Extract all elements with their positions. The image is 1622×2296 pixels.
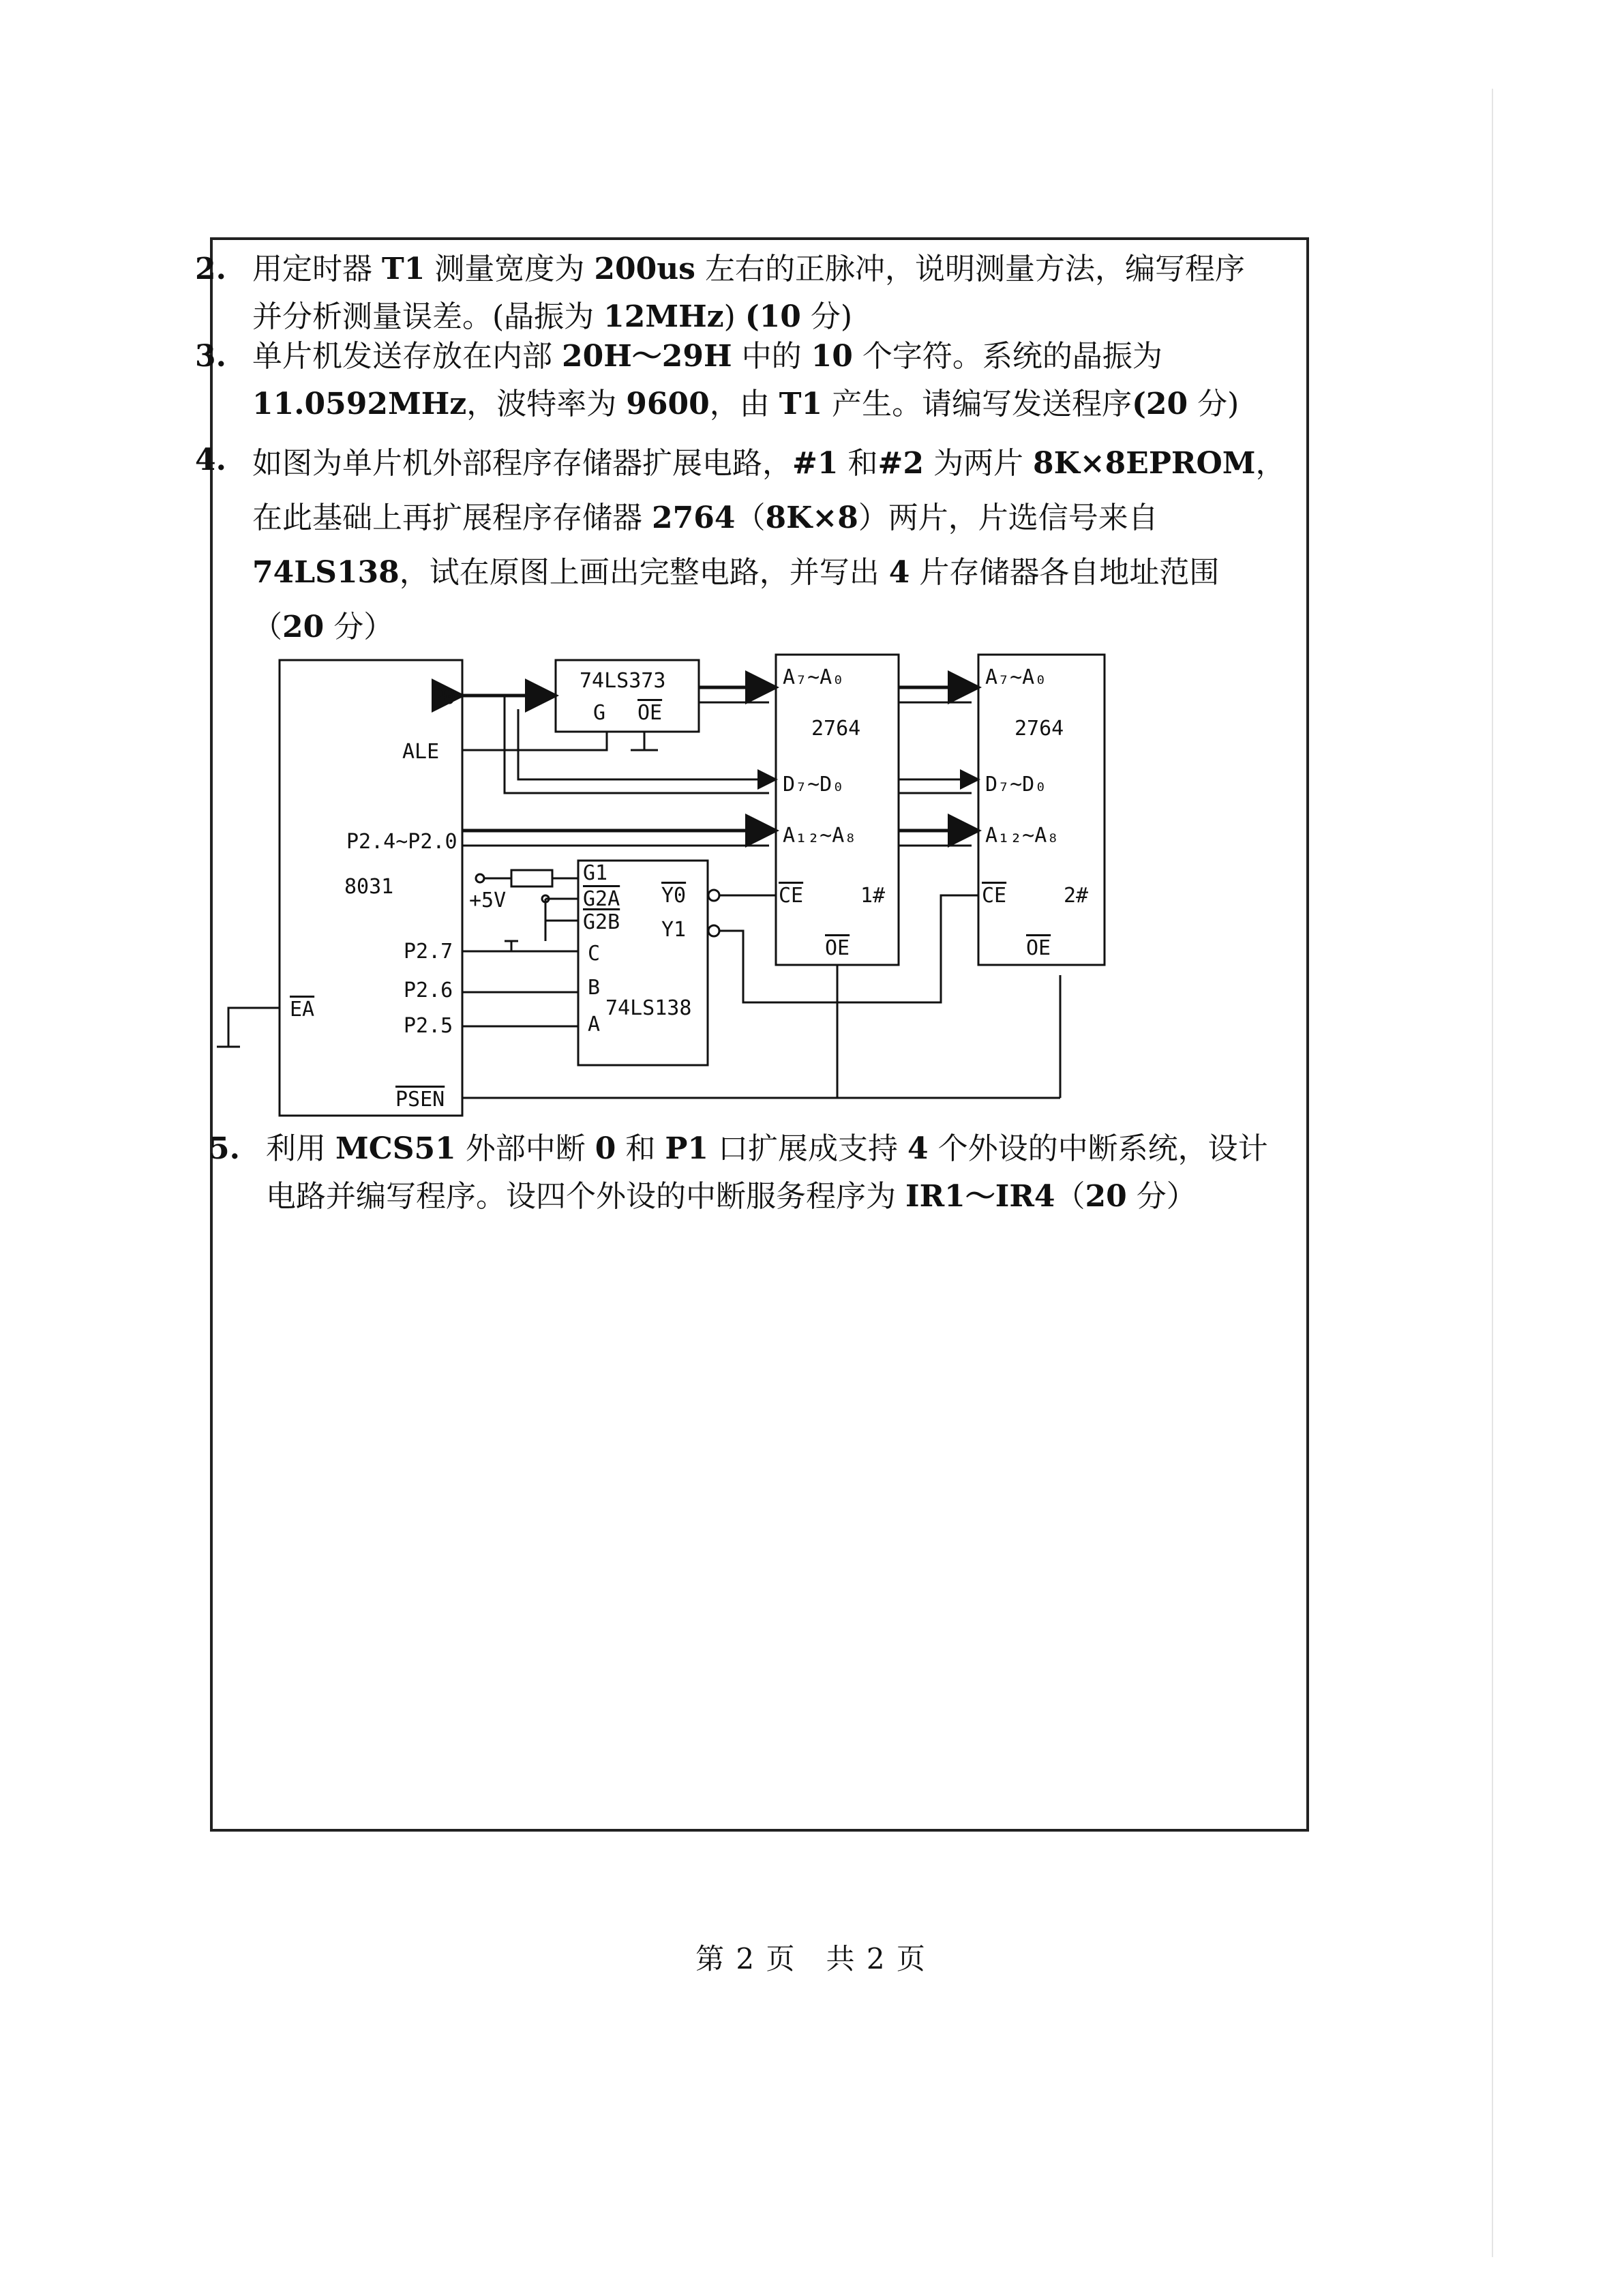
text-run: 外部中断 [455, 1131, 595, 1166]
y1-bubble [708, 925, 719, 936]
cpu-psen-label: PSEN [395, 1088, 445, 1112]
latch-oe-label: OE [637, 701, 663, 725]
text-run: 产生。请编写发送程序 [822, 387, 1132, 421]
eprom2-name-label: 2764 [1015, 717, 1064, 741]
eprom2-box [978, 655, 1105, 965]
text-run: （ [735, 501, 766, 535]
bold-run: IR1～IR4 [905, 1179, 1055, 1214]
text-run: （ [1055, 1179, 1085, 1214]
ea-ground [217, 1008, 280, 1047]
eprom1-data-label: D₇~D₀ [783, 773, 845, 796]
eprom2-oe-label: OE [1026, 936, 1051, 960]
decoder-g2b-label: G2B [583, 910, 620, 934]
bold-run: 4 [907, 1131, 929, 1166]
g2-ground [505, 899, 578, 951]
text-run: 片存储器各自地址范围 [910, 555, 1220, 590]
eprom1-addr-low-label: A₇~A₀ [783, 666, 845, 689]
eprom1-ce-label: CE [779, 884, 804, 908]
vcc-terminal [476, 874, 484, 882]
bold-run: 20 [1085, 1179, 1127, 1214]
decoder-b-label: B [588, 976, 601, 1000]
decoder-y0-label: Y0 [661, 884, 687, 908]
bold-run: 8K×8 [765, 501, 858, 535]
bold-run: 8K×8EPROM [1032, 446, 1256, 481]
decoder-a-label: A [588, 1013, 601, 1037]
eprom1-tag-label: 1# [860, 884, 886, 908]
bold-run: 2764 [652, 501, 736, 535]
text-run: ， [1255, 446, 1286, 481]
text-run: 口扩展成支持 [708, 1131, 908, 1166]
latch-g-label: G [593, 701, 606, 725]
question-number: 2. [195, 252, 226, 286]
text-run: ，试在原图上画出完整电路，并写出 [399, 555, 889, 590]
bold-run: 0 [595, 1131, 616, 1166]
text-run: 并分析测量误差。(晶振为 [252, 299, 604, 334]
text-run: 用定时器 [252, 252, 382, 286]
eprom2-addr-low-label: A₇~A₀ [985, 666, 1047, 689]
eprom1-box [776, 655, 899, 965]
question-number: 3. [195, 339, 226, 374]
text-run: ) [723, 299, 745, 334]
bold-run: (10 [745, 299, 801, 334]
eprom2-tag-label: 2# [1064, 884, 1089, 908]
bold-run: MCS51 [335, 1131, 456, 1166]
text-run: 电路并编写程序。设四个外设的中断服务程序为 [266, 1179, 905, 1214]
eprom2-ce-label: CE [982, 884, 1007, 908]
decoder-g1-label: G1 [583, 861, 608, 885]
bold-run: 20H～29H [562, 339, 732, 374]
text-run: 中的 [732, 339, 811, 374]
text-run: 分） [324, 610, 394, 644]
text-run: （ [252, 610, 282, 644]
bold-run: 9600 [626, 387, 710, 421]
text-run: 在此基础上再扩展程序存储器 [252, 501, 652, 535]
question-number: 4. [195, 443, 226, 477]
bold-run: 20 [282, 610, 325, 644]
cpu-p27-label: P2.7 [404, 940, 453, 964]
eprom2-addr-high-label: A₁₂~A₈ [985, 824, 1060, 848]
bold-run: P1 [665, 1131, 709, 1166]
cpu-p0-label: P0 [431, 685, 456, 709]
decoder-c-label: C [588, 942, 601, 966]
text-run: ）两片，片选信号来自 [858, 501, 1158, 535]
bold-run: #1 [792, 446, 839, 481]
cpu-p2-label: P2.4~P2.0 [346, 830, 457, 854]
bold-run: #2 [877, 446, 924, 481]
decoder-y1-label: Y1 [661, 918, 687, 942]
page-footer: 第 2 页 共 2 页 [695, 1942, 927, 1976]
text-run: 分) [800, 299, 853, 334]
eprom1-oe-label: OE [825, 936, 850, 960]
text-run: 为两片 [923, 446, 1033, 481]
text-run: 左右的正脉冲，说明测量方法，编写程序 [695, 252, 1245, 286]
decoder-vcc-label: +5V [469, 889, 507, 912]
cpu-p25-label: P2.5 [404, 1014, 453, 1038]
decoder-g2a-label: G2A [583, 887, 620, 911]
question-number: 5. [209, 1131, 240, 1166]
text-run: 和 [838, 446, 878, 481]
text-run: 和 [616, 1131, 665, 1166]
text-run: ，由 [709, 387, 779, 421]
text-run: 分) [1188, 387, 1240, 421]
eprom1-name-label: 2764 [811, 717, 861, 741]
eprom1-addr-high-label: A₁₂~A₈ [783, 824, 857, 848]
text-run: 测量宽度为 [425, 252, 595, 286]
text-run: ，波特率为 [466, 387, 627, 421]
bold-run: 10 [811, 339, 853, 374]
bold-run: 4 [888, 555, 910, 590]
text-run: 利用 [266, 1131, 335, 1166]
text-run: 个字符。系统的晶振为 [852, 339, 1162, 374]
bold-run: 74LS138 [252, 555, 400, 590]
cpu-p26-label: P2.6 [404, 979, 453, 1002]
bold-run: (20 [1132, 387, 1188, 421]
bold-run: T1 [382, 252, 425, 286]
decoder-name-label: 74LS138 [605, 996, 692, 1020]
bold-run: 11.0592MHz [252, 387, 467, 421]
latch-name-label: 74LS373 [580, 669, 666, 693]
text-run: 如图为单片机外部程序存储器扩展电路， [252, 446, 792, 481]
y0-bubble [708, 890, 719, 901]
eprom2-data-label: D₇~D₀ [985, 773, 1047, 796]
ale-wire [462, 732, 607, 750]
text-run: 个外设的中断系统，设计 [928, 1131, 1268, 1166]
bold-run: T1 [779, 387, 823, 421]
bold-run: 200us [594, 252, 695, 286]
text-run: 单片机发送存放在内部 [252, 339, 562, 374]
cpu-ale-label: ALE [402, 740, 440, 764]
cpu-name-label: 8031 [344, 875, 394, 899]
question-line [266, 1173, 1289, 1221]
bold-run: 12MHz [603, 299, 724, 334]
cpu-ea-label: EA [290, 998, 315, 1022]
latch-oe-ground [631, 732, 658, 750]
pullup-resistor [511, 870, 552, 886]
text-run: 分） [1126, 1179, 1197, 1214]
